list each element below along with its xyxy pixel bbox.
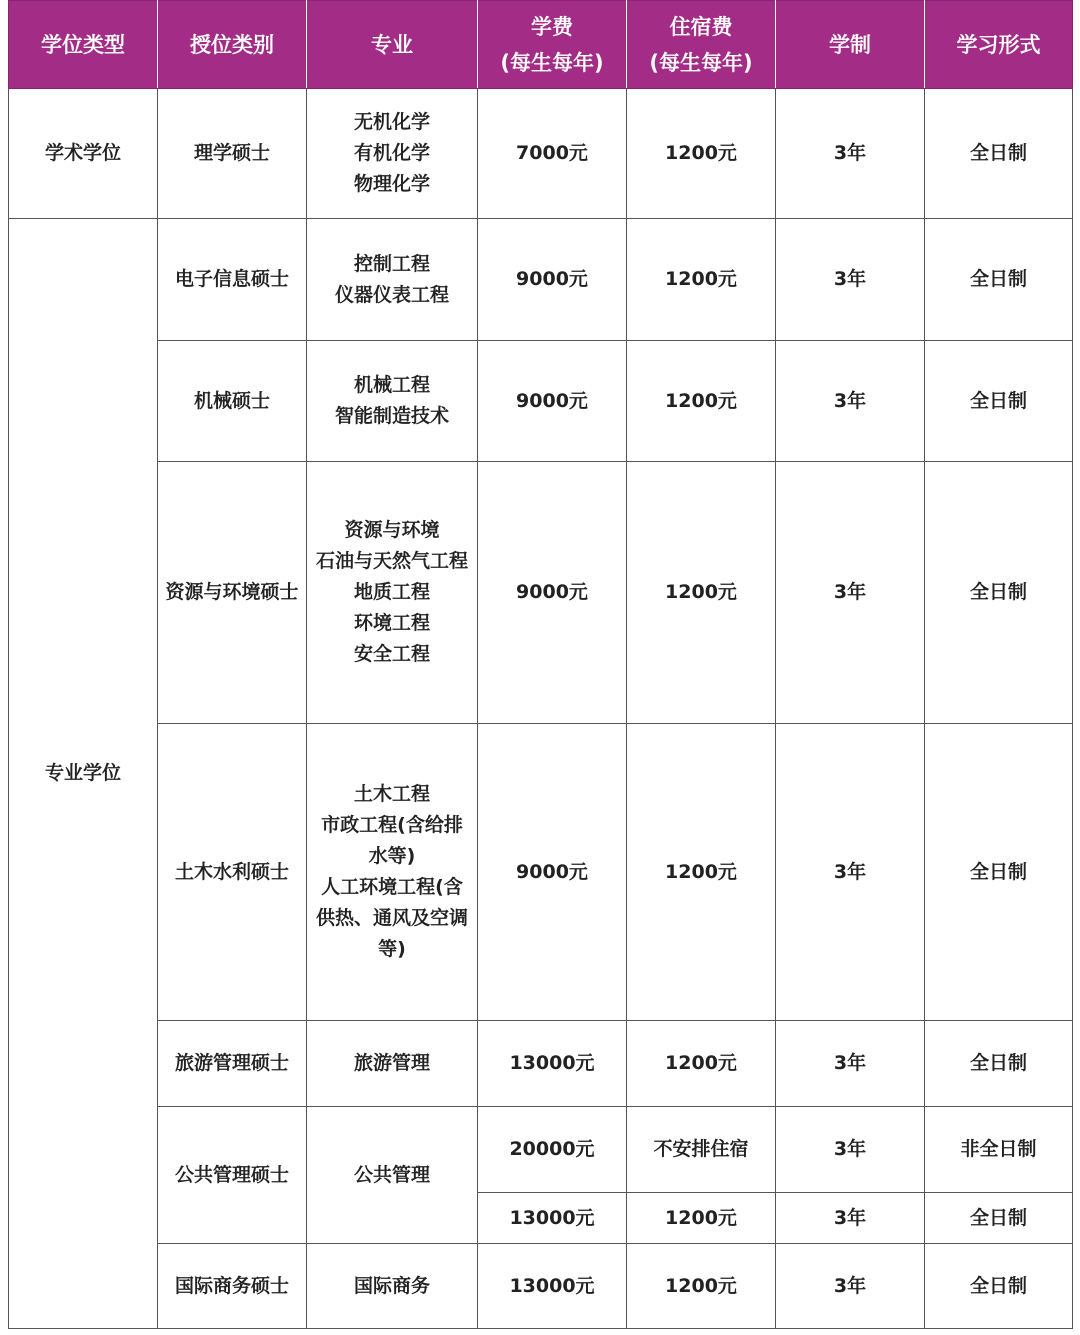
duration-cell: 3年 [776,341,925,462]
header-grant-category: 授位类别 [158,1,307,89]
major-line: 人工环境工程(含 [321,876,463,898]
category-cell: 土木水利硕士 [158,724,307,1021]
tuition-cell: 9000元 [478,724,627,1021]
mode-cell: 全日制 [925,1193,1073,1244]
category-cell: 资源与环境硕士 [158,462,307,724]
header-dorm-fee [627,1,776,89]
duration-cell: 3年 [776,1021,925,1107]
dorm-cell: 1200元 [627,1244,776,1329]
major-line: 环境工程 [353,612,430,634]
mode-cell: 全日制 [925,1244,1073,1329]
major-cell [307,1107,478,1244]
duration-cell: 3年 [776,1107,925,1193]
header-degree-type: 学位类型 [9,1,158,89]
major-line: 旅游管理 [353,1052,430,1074]
mode-cell: 全日制 [925,462,1073,724]
mode-cell: 非全日制 [925,1107,1073,1193]
header-tuition-line1: 学费 [531,14,573,39]
duration-cell: 3年 [776,219,925,341]
header-duration: 学制 [776,1,925,89]
table-row [9,724,1073,1021]
table-row [9,89,1073,219]
header-dorm-line2: (每生每年) [649,50,753,75]
major-line: 市政工程(含给排 [321,814,463,836]
tuition-cell: 7000元 [478,89,627,219]
tuition-cell: 13000元 [478,1244,627,1329]
duration-cell: 3年 [776,1193,925,1244]
major-line: 无机化学 [353,111,430,133]
major-line: 供热、通风及空调 [315,907,468,929]
header-tuition-line2: (每生每年) [500,50,604,75]
mode-cell: 全日制 [925,219,1073,341]
tuition-cell: 9000元 [478,341,627,462]
major-line: 等) [378,938,406,960]
mode-cell: 全日制 [925,724,1073,1021]
major-line: 水等) [368,845,416,867]
major-cell [307,219,478,341]
dorm-cell: 1200元 [627,89,776,219]
mode-cell: 全日制 [925,89,1073,219]
major-line: 土木工程 [353,783,430,805]
major-line: 智能制造技术 [334,405,449,427]
major-line: 机械工程 [353,374,430,396]
duration-cell: 3年 [776,89,925,219]
table-row [9,219,1073,341]
dorm-cell: 1200元 [627,219,776,341]
major-cell [307,462,478,724]
tuition-cell: 9000元 [478,462,627,724]
category-cell: 国际商务硕士 [158,1244,307,1329]
major-line: 控制工程 [353,252,430,275]
major-line: 仪器仪表工程 [334,283,449,306]
major-cell [307,89,478,219]
category-cell: 机械硕士 [158,341,307,462]
tuition-cell: 9000元 [478,219,627,341]
tuition-table [8,0,1073,1329]
major-line: 国际商务 [353,1274,430,1297]
table-row [9,1107,1073,1193]
tuition-cell: 13000元 [478,1193,627,1244]
dorm-cell: 1200元 [627,462,776,724]
table-row [9,462,1073,724]
major-cell [307,1244,478,1329]
header-major: 专业 [307,1,478,89]
major-cell [307,341,478,462]
degree-type-cell: 学术学位 [9,89,158,219]
dorm-cell: 1200元 [627,1193,776,1244]
major-line: 资源与环境 [344,519,440,541]
degree-type-cell: 专业学位 [9,219,158,1329]
mode-cell: 全日制 [925,1021,1073,1107]
duration-cell: 3年 [776,724,925,1021]
major-line: 有机化学 [353,142,430,164]
dorm-cell: 不安排住宿 [627,1107,776,1193]
table-row [9,1021,1073,1107]
header-row [9,1,1073,89]
table-row [9,341,1073,462]
header-study-mode: 学习形式 [925,1,1073,89]
table-row [9,1244,1073,1329]
major-line: 物理化学 [353,173,430,195]
major-cell [307,724,478,1021]
category-cell: 旅游管理硕士 [158,1021,307,1107]
dorm-cell: 1200元 [627,341,776,462]
header-dorm-line1: 住宿费 [669,14,733,39]
mode-cell: 全日制 [925,341,1073,462]
category-cell: 公共管理硕士 [158,1107,307,1244]
category-cell: 理学硕士 [158,89,307,219]
tuition-cell: 20000元 [478,1107,627,1193]
category-cell: 电子信息硕士 [158,219,307,341]
tuition-cell: 13000元 [478,1021,627,1107]
header-tuition [478,1,627,89]
major-line: 安全工程 [353,643,430,665]
dorm-cell: 1200元 [627,1021,776,1107]
major-line: 公共管理 [353,1163,430,1186]
major-line: 地质工程 [353,581,430,603]
dorm-cell: 1200元 [627,724,776,1021]
major-line: 石油与天然气工程 [315,550,468,572]
major-cell [307,1021,478,1107]
duration-cell: 3年 [776,462,925,724]
duration-cell: 3年 [776,1244,925,1329]
